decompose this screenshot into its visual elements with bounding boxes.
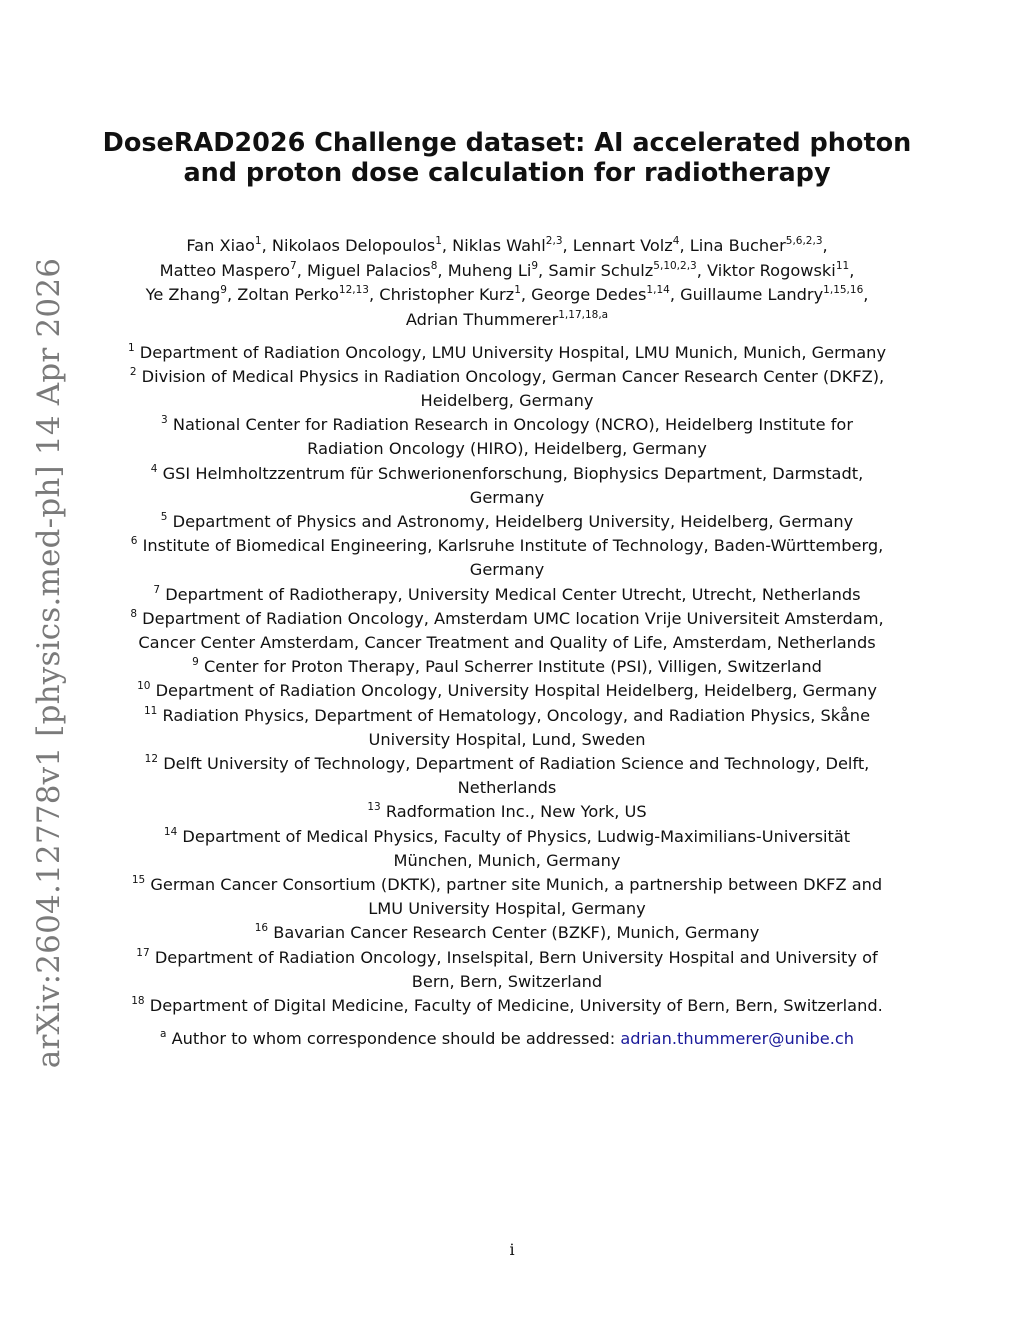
author-name: Matteo Maspero — [159, 260, 291, 280]
affiliation-line — [100, 776, 914, 800]
author-affiliation-marker: 1,14 — [646, 284, 670, 296]
affiliation-line — [100, 849, 914, 873]
title-line-2: and proton dose calculation for radiotherapy — [183, 158, 831, 188]
affiliation-list — [100, 341, 914, 1019]
affiliation-line — [100, 341, 914, 365]
author-name: Lina Bucher — [689, 236, 786, 255]
author-name: Muheng Li — [447, 260, 532, 280]
affiliation-text: Germany — [469, 487, 545, 507]
affiliation-text: Heidelberg, Germany — [420, 390, 594, 410]
affiliation-text: Radiation Physics, Department of Hematology, Oncology, and Radiation Physics, Skåne — [162, 705, 871, 725]
author-affiliation-marker: 4 — [672, 235, 680, 247]
affiliation-number: 3 — [161, 414, 168, 427]
affiliation-line — [100, 534, 914, 558]
author-separator: , — [696, 260, 708, 280]
affiliation-line — [100, 437, 914, 461]
affiliation-number: 13 — [367, 801, 381, 814]
affiliation-text: Department of Radiation Oncology, Inselspital, Bern University Hospital and University of — [154, 947, 878, 967]
author-name: George Dedes — [531, 285, 647, 304]
author-separator: , — [520, 285, 532, 304]
author-separator: , — [822, 236, 828, 255]
affiliation-line — [100, 679, 914, 703]
affiliation-line — [100, 946, 914, 970]
affiliation-line — [100, 873, 914, 897]
affiliation-text: Cancer Center Amsterdam, Cancer Treatment and Quality of Life, Amsterdam, Netherlands — [138, 632, 876, 652]
affiliation-number: 15 — [131, 873, 146, 886]
author-name: Ye Zhang — [145, 285, 221, 304]
affiliation-number: 8 — [130, 607, 138, 620]
affiliation-text: Department of Radiation Oncology, University Hospital Heidelberg, Heidelberg, Germany — [155, 681, 877, 701]
author-name: Lennart Volz — [572, 236, 673, 255]
author-affiliation-marker: 1 — [254, 235, 262, 247]
author-name: Christopher Kurz — [379, 285, 515, 304]
author-affiliation-marker: 5,6,2,3 — [785, 235, 823, 247]
correspondence-marker: a — [159, 1028, 167, 1040]
author-separator: , — [849, 260, 855, 280]
author-separator: , — [669, 285, 681, 304]
affiliation-line — [100, 800, 914, 824]
affiliation-text: Department of Physics and Astronomy, Heidelberg University, Heidelberg, Germany — [172, 511, 854, 531]
affiliation-text: Radformation Inc., New York, US — [385, 802, 647, 822]
author-affiliation-marker: 5,10,2,3 — [653, 259, 697, 272]
affiliation-line — [100, 365, 914, 389]
affiliation-number: 7 — [153, 583, 161, 596]
affiliation-text: Department of Radiation Oncology, LMU University Hospital, LMU Munich, Munich, Germany — [139, 342, 887, 362]
affiliation-text: Center for Proton Therapy, Paul Scherrer Institute (PSI), Villigen, Switzerland — [203, 657, 822, 677]
affiliation-text: Division of Medical Physics in Radiation Oncology, German Cancer Research Center (DKFZ), — [141, 366, 885, 386]
affiliation-text: Department of Radiotherapy, University Medical Center Utrecht, Utrecht, Netherlands — [165, 584, 861, 604]
affiliation-text: Bern, Bern, Switzerland — [411, 971, 603, 991]
author-separator: , — [226, 285, 238, 304]
affiliation-number: 11 — [143, 704, 158, 717]
affiliation-line — [100, 462, 914, 486]
author-separator: , — [296, 260, 307, 280]
author-separator: , — [437, 260, 448, 280]
affiliation-line — [100, 510, 914, 534]
author-line-1 — [100, 234, 914, 259]
affiliation-text: Department of Radiation Oncology, Amsterdam UMC location Vrije Universiteit Amsterdam, — [142, 608, 884, 628]
author-name: Zoltan Perko — [237, 285, 339, 304]
author-affiliation-marker: 9 — [531, 259, 539, 272]
affiliation-number: 18 — [131, 994, 145, 1007]
affiliation-text: Netherlands — [457, 778, 557, 798]
author-affiliation-marker: 9 — [220, 284, 227, 296]
arxiv-sidebar — [24, 257, 74, 1069]
author-separator: , — [562, 236, 573, 255]
author-name: Miguel Palacios — [307, 260, 431, 280]
affiliation-number: 4 — [150, 462, 158, 475]
author-name: Viktor Rogowski — [707, 260, 836, 280]
author-affiliation-marker: 12,13 — [338, 284, 369, 296]
affiliation-line — [100, 583, 914, 607]
author-name: Fan Xiao — [186, 236, 255, 255]
affiliation-text: German Cancer Consortium (DKTK), partner site Munich, a partnership between DKFZ and — [150, 874, 883, 894]
affiliation-text: Institute of Biomedical Engineering, Karlsruhe Institute of Technology, Baden-Württemberg, — [142, 536, 884, 556]
affiliation-line — [100, 728, 914, 752]
author-affiliation-marker: 1 — [435, 235, 442, 247]
affiliation-number: 10 — [137, 680, 151, 693]
affiliation-line — [100, 655, 914, 679]
author-affiliation-marker: 8 — [430, 259, 438, 272]
affiliation-line — [100, 631, 914, 655]
author-separator: , — [261, 236, 272, 255]
correspondence-text: Author to whom correspondence should be addressed: — [171, 1029, 621, 1048]
affiliation-text: Department of Digital Medicine, Faculty of Medicine, University of Bern, Bern, Switzerland. — [149, 995, 883, 1015]
affiliation-number: 2 — [129, 365, 137, 378]
author-name: Niklas Wahl — [452, 236, 546, 255]
affiliation-text: Department of Medical Physics, Faculty of Physics, Ludwig-Maximilians-Universität — [182, 826, 851, 846]
author-name: Adrian Thummerer — [405, 309, 559, 329]
affiliation-line — [100, 921, 914, 945]
title-line-1: DoseRAD2026 Challenge dataset: AI accelerated photon — [102, 128, 912, 158]
affiliation-text: München, Munich, Germany — [393, 850, 621, 870]
affiliation-number: 9 — [192, 656, 199, 669]
author-separator: , — [538, 260, 549, 280]
correspondence-note — [100, 1027, 914, 1051]
affiliation-number: 17 — [136, 946, 150, 959]
affiliation-number: 1 — [127, 341, 135, 354]
author-separator: , — [679, 236, 690, 255]
affiliation-line — [100, 413, 914, 437]
affiliation-text: GSI Helmholtzzentrum für Schwerionenforschung, Biophysics Department, Darmstadt, — [162, 463, 864, 483]
correspondence-email-link[interactable]: adrian.thummerer@unibe.ch — [620, 1029, 855, 1048]
author-name: Nikolaos Delopoulos — [271, 236, 436, 255]
affiliation-number: 16 — [254, 922, 269, 935]
author-separator: , — [863, 285, 869, 304]
author-name: Guillaume Landry — [680, 285, 824, 304]
affiliation-line — [100, 970, 914, 994]
author-line-3 — [100, 283, 914, 308]
affiliation-text: Germany — [469, 560, 545, 580]
author-list — [100, 234, 914, 332]
author-affiliation-marker: 7 — [290, 259, 297, 272]
affiliation-line — [100, 389, 914, 413]
page-number: i — [509, 1240, 515, 1259]
author-affiliation-marker: 1 — [514, 284, 521, 296]
author-line-2 — [100, 259, 914, 284]
affiliation-line — [100, 607, 914, 631]
author-separator: , — [368, 285, 380, 304]
author-affiliation-marker: 1,17,18,a — [558, 308, 609, 321]
affiliation-number: 14 — [163, 825, 178, 838]
affiliation-text: Radiation Oncology (HIRO), Heidelberg, Germany — [307, 439, 707, 459]
affiliation-number: 5 — [160, 510, 168, 523]
author-affiliation-marker: 11 — [835, 259, 850, 272]
author-affiliation-marker: 2,3 — [545, 235, 563, 247]
affiliation-text: National Center for Radiation Research in Oncology (NCRO), Heidelberg Institute for — [172, 415, 853, 435]
affiliation-number: 12 — [144, 752, 159, 765]
arxiv-identifier: arXiv:2604.12778v1 [physics.med-ph] 14 Apr 2026 — [31, 257, 67, 1069]
affiliation-line — [100, 704, 914, 728]
affiliation-text: Bavarian Cancer Research Center (BZKF), Munich, Germany — [273, 923, 760, 943]
affiliation-line — [100, 994, 914, 1018]
affiliation-line — [100, 486, 914, 510]
affiliation-line — [100, 558, 914, 582]
affiliation-text: LMU University Hospital, Germany — [368, 899, 646, 919]
affiliation-line — [100, 825, 914, 849]
author-name: Samir Schulz — [548, 260, 654, 280]
author-affiliation-marker: 1,15,16 — [823, 284, 864, 296]
affiliation-text: University Hospital, Lund, Sweden — [368, 729, 646, 749]
affiliation-line — [100, 897, 914, 921]
affiliation-number: 6 — [130, 535, 138, 548]
affiliation-line — [100, 752, 914, 776]
paper-title — [100, 128, 914, 188]
author-line-4 — [100, 308, 914, 333]
affiliation-text: Delft University of Technology, Department of Radiation Science and Technology, Delft, — [163, 753, 870, 773]
author-separator: , — [441, 236, 453, 255]
